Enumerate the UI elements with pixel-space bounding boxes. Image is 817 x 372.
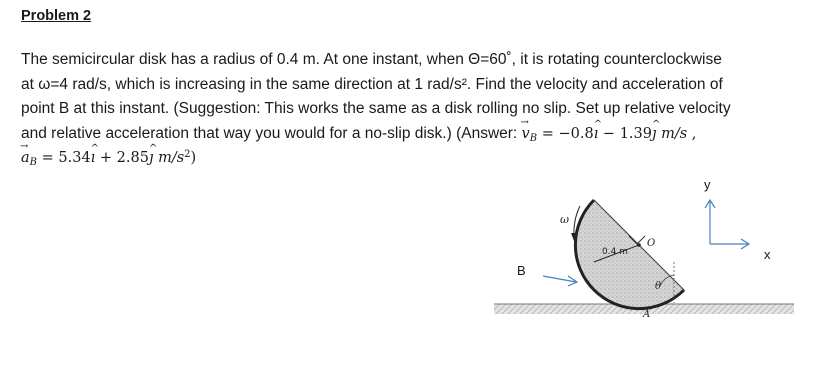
acceleration-i-unit: ^ ı [91, 146, 96, 171]
statement-line-4-text: and relative acceleration that way you would for a no-slip disk.) (Answer: [21, 124, 522, 142]
center-point [637, 243, 641, 247]
statement-line-2: at ω=4 rad/s, which is increasing in the same direction at 1 rad/s². Find the velocity and acceleration of [21, 75, 723, 93]
radius-label: 0.4 m [602, 247, 628, 257]
point-A-label: A [643, 309, 651, 320]
acceleration-j-unit: ^ ȷ [149, 146, 154, 171]
velocity-symbol: → v [522, 122, 530, 147]
pointer-arrow-B [543, 276, 576, 282]
problem-title: Problem 2 [21, 8, 92, 24]
statement-line-1: The semicircular disk has a radius of 0.4 m. At one instant, when Θ=60˚, it is rotating counterclockwise [21, 51, 722, 68]
acceleration-mid: + 2.85 [95, 150, 149, 166]
acceleration-unit: m/s [153, 150, 185, 166]
statement-line-3: point B at this instant. (Suggestion: This works the same as a disk rolling no slip. Set up relative velocity [21, 100, 731, 117]
omega-label: ω [560, 213, 569, 226]
acceleration-exponent: 2 [184, 149, 191, 160]
velocity-eq: = −0.8 [537, 125, 594, 142]
y-axis-label: y [704, 177, 711, 192]
semicircular-disk [575, 200, 684, 309]
acceleration-eq: = 5.34 [37, 150, 91, 166]
acceleration-subscript: B [29, 157, 38, 168]
velocity-subscript: B [529, 132, 538, 144]
acceleration-close: ) [190, 150, 197, 166]
acceleration-symbol: → a [21, 146, 30, 171]
velocity-sep: , [687, 125, 697, 142]
velocity-mid: − 1.39 [598, 125, 652, 142]
center-label: O [647, 238, 656, 249]
velocity-unit: m/s [656, 125, 688, 142]
theta-label: θ [655, 281, 662, 292]
x-axis-label: x [764, 247, 771, 262]
point-B-label: B [517, 263, 526, 278]
velocity-i-unit: ^ ı [594, 122, 599, 147]
velocity-j-unit: ^ ȷ [652, 122, 657, 147]
